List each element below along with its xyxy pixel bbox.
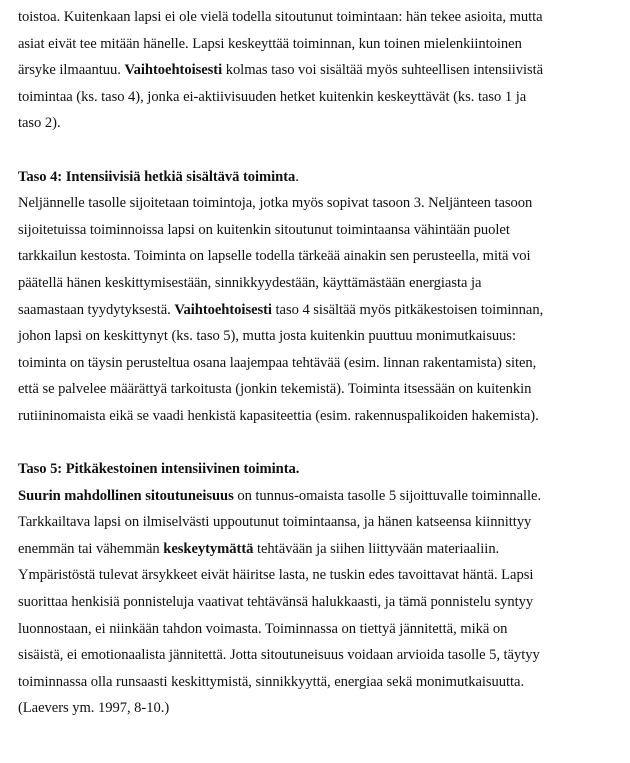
document-page	[18, 4, 618, 722]
text-line	[18, 483, 618, 510]
text-line	[18, 4, 618, 31]
text-line	[18, 110, 618, 137]
bold-term: Suurin mahdollinen sitoutuneisuus	[18, 487, 234, 504]
text-line	[18, 562, 618, 589]
text-line	[18, 403, 618, 430]
text-line	[18, 695, 618, 722]
text-line	[18, 350, 618, 377]
bold-term: Vaihtoehtoisesti	[174, 301, 272, 318]
heading-period: .	[295, 461, 300, 478]
text-line	[18, 376, 618, 403]
text-run: taso 4 sisältää myös pitkäkestoisen toiminnan,	[271, 301, 544, 318]
text-run: saamastaan tyydytyksestä.	[18, 301, 175, 318]
text-run: asiat eivät tee mitään hänelle. Lapsi keskeyttää toiminnan, kun toinen mielenkiintoinen	[18, 35, 522, 52]
text-run: Tarkkailtava lapsi on ilmiselvästi uppoutunut toimintaansa, ja hänen katseensa kiinnittyy	[18, 514, 532, 531]
text-run: tehtävään ja siihen liittyvään materiaaliin.	[253, 540, 500, 557]
text-run: sisäistä, ei emotionaalista jännitettä. Jotta sitoutuneisuus voidaan arvioida tasolle 5, täytyy	[18, 647, 540, 664]
text-run: toistoa. Kuitenkaan lapsi ei ole vielä todella sitoutunut toimintaan: hän tekee asioita, mutta	[18, 9, 543, 25]
text-run: on tunnus-omaista tasolle 5 sijoittuvalle toiminnalle.	[233, 487, 542, 504]
paragraph-gap	[18, 430, 618, 457]
paragraph-gap	[18, 137, 618, 164]
text-run: Neljännelle tasolle sijoitetaan toimintoja, jotka myös sopivat tasoon 3. Neljänteen tasoon	[18, 195, 533, 212]
text-line	[18, 57, 618, 84]
section-taso-5	[18, 456, 618, 722]
text-run: Ympäristöstä tulevat ärsykkeet eivät häiritse lasta, ne tuskin edes tavoittavat häntä. Lapsi	[18, 567, 534, 584]
text-line	[18, 669, 618, 696]
text-line	[18, 509, 618, 536]
text-run: tarkkailun kestosta. Toiminta on lapselle todella tärkeää ainakin sen perusteella, mitä voi	[18, 248, 531, 265]
text-line	[18, 190, 618, 217]
section-taso-4	[18, 164, 618, 430]
text-run: suorittaa henkisiä ponnisteluja vaativat tehtävänsä halukkaasti, ja tämä ponnistelu syntyy	[18, 594, 534, 611]
text-run: rutiininomaista eikä se vaadi henkistä kapasiteettia (esim. rakennuspalikoiden hakemista).	[18, 407, 539, 424]
section-body	[18, 483, 618, 722]
text-run: toiminta on täysin perusteltua osana laajempaa tehtävää (esim. linnan rakentamista) siten,	[18, 354, 537, 371]
text-run: ärsyke ilmaantuu.	[18, 62, 125, 79]
section-body	[18, 190, 618, 429]
text-run: että se palvelee määrättyä tarkoitusta (jonkin tekemistä). Toiminta itsessään on kuitenkin	[18, 381, 532, 398]
text-run: toiminnassa olla runsaasti keskittymistä, sinnikkyyttä, energiaa sekä monimutkaisuutta.	[18, 673, 525, 690]
text-line	[18, 217, 618, 244]
text-line	[18, 84, 618, 111]
heading-text: Taso 5: Pitkäkestoinen intensiivinen toiminta	[18, 461, 296, 478]
text-run: sijoitetuissa toiminnoissa lapsi on kuitenkin sitoutunut toimintaansa vähintään puolet	[18, 221, 510, 238]
text-run: päätellä hänen keskittymisestään, sinnikkyydestään, käyttämästään energiasta ja	[18, 274, 482, 291]
text-run: kolmas taso voi sisältää myös suhteellisen intensiivistä	[222, 62, 544, 79]
text-line	[18, 243, 618, 270]
text-line	[18, 270, 618, 297]
text-run: enemmän tai vähemmän	[18, 540, 164, 557]
text-line	[18, 589, 618, 616]
text-line	[18, 297, 618, 324]
text-line	[18, 642, 618, 669]
text-run: toimintaa (ks. taso 4), jonka ei-aktiivisuuden hetket kuitenkin keskeyttävät (ks. taso 1 ja	[18, 88, 527, 105]
text-run: taso 2).	[18, 115, 61, 132]
heading-period: .	[295, 168, 299, 185]
text-line	[18, 616, 618, 643]
bold-term: Vaihtoehtoisesti	[124, 62, 223, 79]
text-line	[18, 323, 618, 350]
text-line	[18, 536, 618, 563]
text-run: (Laevers ym. 1997, 8-10.)	[18, 700, 170, 717]
bold-term: keskeytymättä	[163, 540, 254, 557]
heading-text: Taso 4: Intensiivisiä hetkiä sisältävä toiminta	[18, 168, 296, 185]
intro-paragraph	[18, 4, 618, 137]
text-line	[18, 31, 618, 58]
section-heading	[18, 164, 618, 191]
text-run: luonnostaan, ei niinkään tahdon voimasta. Toiminnassa on tiettyä jännitettä, mikä on	[18, 620, 508, 637]
section-heading	[18, 456, 618, 483]
text-run: johon lapsi on keskittynyt (ks. taso 5), mutta josta kuitenkin puuttuu monimutkaisuus:	[18, 328, 516, 345]
